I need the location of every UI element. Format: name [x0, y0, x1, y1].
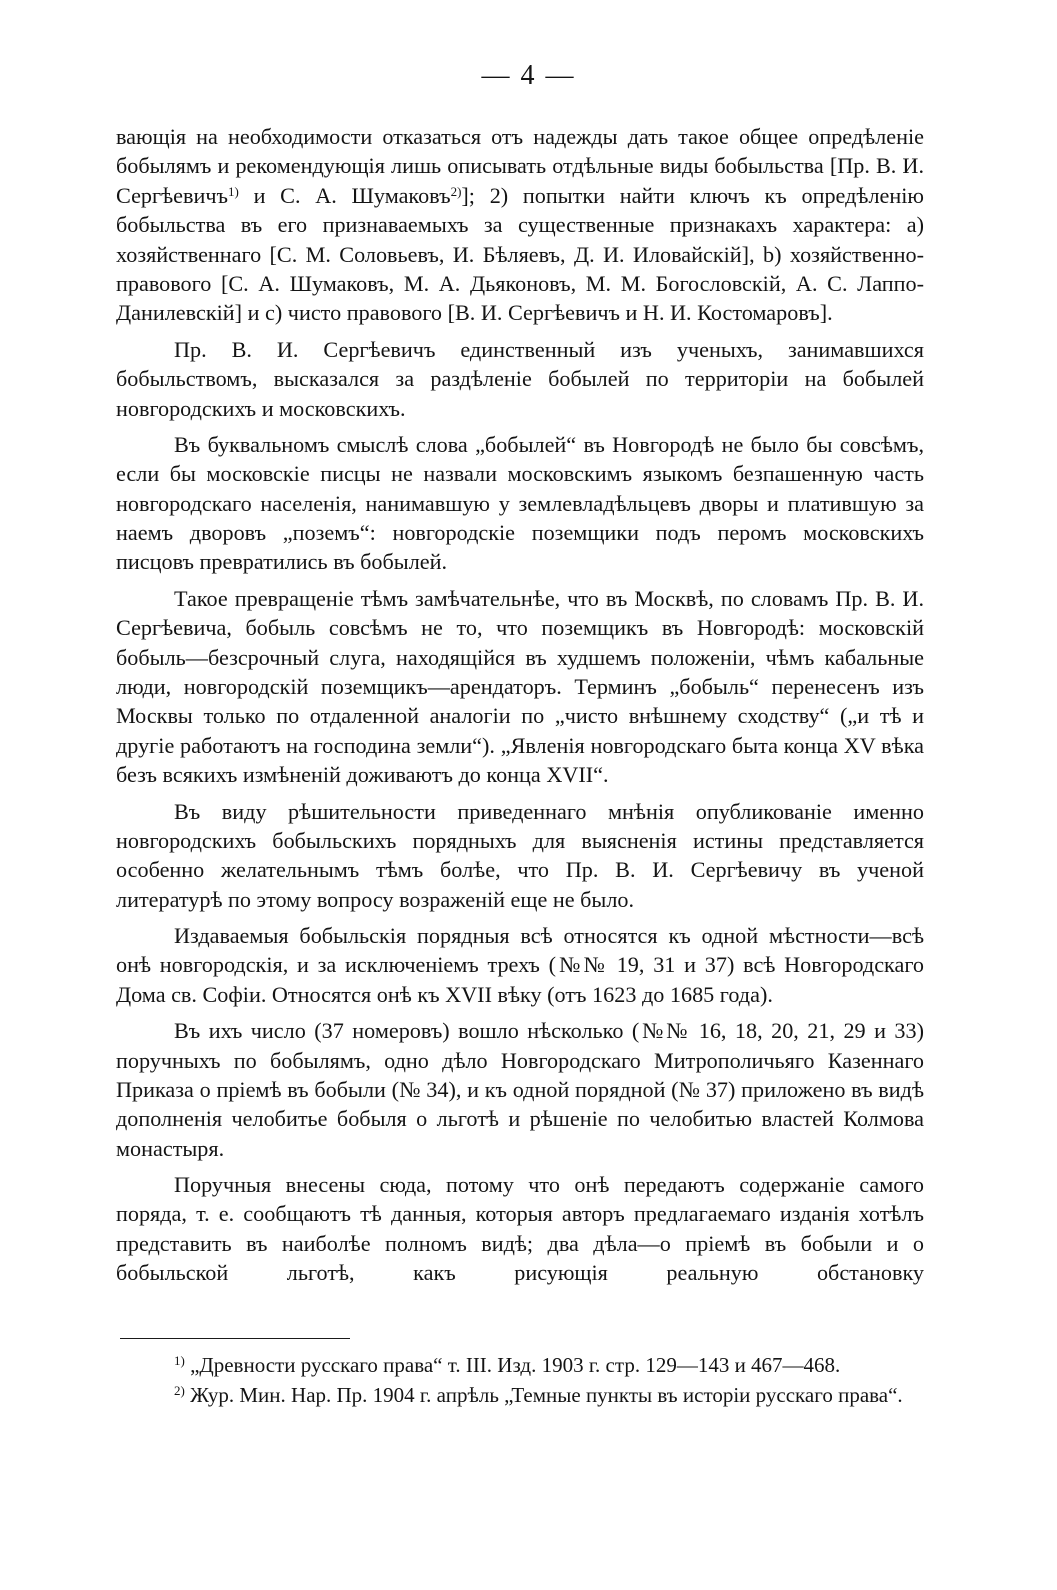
paragraph	[116, 797, 924, 915]
paragraph-text: вающія на необходимости отказаться отъ надежды дать такое общее опредѣленіе бобылямъ и рекомендующія лишь описывать отдѣльные виды бобыльства [Пр. В. И. Сергѣевичъ	[116, 124, 924, 208]
paragraph-text: Въ буквальномъ смыслѣ слова „бобылей“ въ Новгородѣ не было бы совсѣмъ, если бы московскіе писцы не назвали московскимъ языкомъ безпашенную часть новгородскаго населенія, нанимавшую у землевладѣльцевъ дворы и платившую за наемъ дворовъ „поземъ“: новгородскіе поземщики подъ перомъ московскихъ писцовъ превратились въ бобылей.	[116, 431, 924, 575]
main-text	[116, 122, 924, 1295]
footnotes	[116, 1350, 924, 1410]
paragraph-text: ]; 2) попытки найти ключъ къ опредѣленію бобыльства въ его признаваемыхъ за существенные признакахъ характера: а) хозяйственнаго [С. М. Соловьевъ, И. Бѣляевъ, Д. И. Иловайскій], b) хозяйственно-правового [С. А. Шумаковъ, М. А. Дьяконовъ, М. М. Богословскій, А. С. Лаппо-Данилевскій] и с) чисто правового [В. И. Сергѣевичъ и Н. И. Костомаровъ].	[116, 182, 924, 326]
page-number: — 4 —	[481, 60, 576, 91]
footnote	[116, 1350, 924, 1380]
paragraph-text: Такое превращеніе тѣмъ замѣчательнѣе, что въ Москвѣ, по словамъ Пр. В. И. Сергѣевича, бобыль совсѣмъ не то, что поземщикъ въ Новгородѣ: московскій бобыль—безсрочный слуга, находящійся въ худшемъ положеніи, чѣмъ кабальные люди, новгородскій поземщикъ—арендаторъ. Терминъ „бобыль“ перенесенъ изъ Москвы только по отдаленной аналогіи по „чисто внѣшнему сходству“ („и тѣ и другіе работаютъ на господина земли“). „Явленія новгородскаго быта конца XV вѣка безъ всякихъ измѣненій доживаютъ до конца XVII“.	[116, 585, 924, 788]
paragraph-text: и С. А. Шумаковъ	[238, 182, 451, 208]
paragraph	[116, 921, 924, 1009]
paragraph-text: Пр. В. И. Сергѣевичъ единственный изъ ученыхъ, занимавшихся бобыльствомъ, высказался за раздѣленіе бобылей по территоріи на бобылей новгородскихъ и московскихъ.	[116, 336, 924, 421]
paragraph-text: Поручныя внесены сюда, потому что онѣ передаютъ содержаніе самого поряда, т. е. сообщаютъ тѣ данныя, которыя авторъ предлагаемаго изданія хотѣлъ представить въ наиболѣе полномъ видѣ; два дѣла—о пріемѣ въ бобыли и о бобыльской льготѣ, какъ рисующія реальную обстановку	[116, 1172, 924, 1286]
paragraph	[116, 584, 924, 790]
paragraph	[116, 122, 924, 328]
footnote-marker: 1)	[174, 1352, 185, 1368]
paragraph-text: Въ виду рѣшительности приведеннаго мнѣнія опубликованіе именно новгородскихъ бобыльскихъ порядныхъ для выясненія истины представляется особенно желательнымъ тѣмъ болѣе, что Пр. В. И. Сергѣевичу въ ученой литературѣ по этому вопросу возраженій еще не было.	[116, 798, 924, 912]
footnote-text: „Древности русскаго права“ т. III. Изд. 1903 г. стр. 129—143 и 467—468.	[184, 1353, 841, 1377]
footnote-text: Жур. Мин. Нар. Пр. 1904 г. апрѣль „Темные пункты въ исторіи русскаго права“.	[184, 1383, 903, 1407]
footnote-reference: 2)	[450, 183, 462, 199]
footnote-divider	[120, 1338, 350, 1339]
paragraph-text: Въ ихъ число (37 номеровъ) вошло нѣсколько (№№ 16, 18, 20, 21, 29 и 33) поручныхъ по бобылямъ, одно дѣло Новгородскаго Митрополичьяго Казеннаго Приказа о пріемѣ въ бобыли (№ 34), и къ одной порядной (№ 37) приложено въ видѣ дополненія челобитье бобыля о льготѣ и рѣшеніе по челобитью властей Колмова монастыря.	[116, 1018, 924, 1161]
footnote-reference: 1)	[228, 183, 239, 199]
paragraph	[116, 335, 924, 423]
footnote	[116, 1380, 924, 1410]
footnote-marker: 2)	[174, 1382, 185, 1398]
paragraph-text: Издаваемыя бобыльскія порядныя всѣ относятся къ одной мѣстности—всѣ онѣ новгородскія, и за исключеніемъ трехъ (№№ 19, 31 и 37) всѣ Новгородскаго Дома св. Софіи. Относятся онѣ къ XVII вѣку (отъ 1623 до 1685 года).	[116, 923, 924, 1007]
paragraph	[116, 430, 924, 577]
paragraph	[116, 1170, 924, 1288]
paragraph	[116, 1016, 924, 1163]
